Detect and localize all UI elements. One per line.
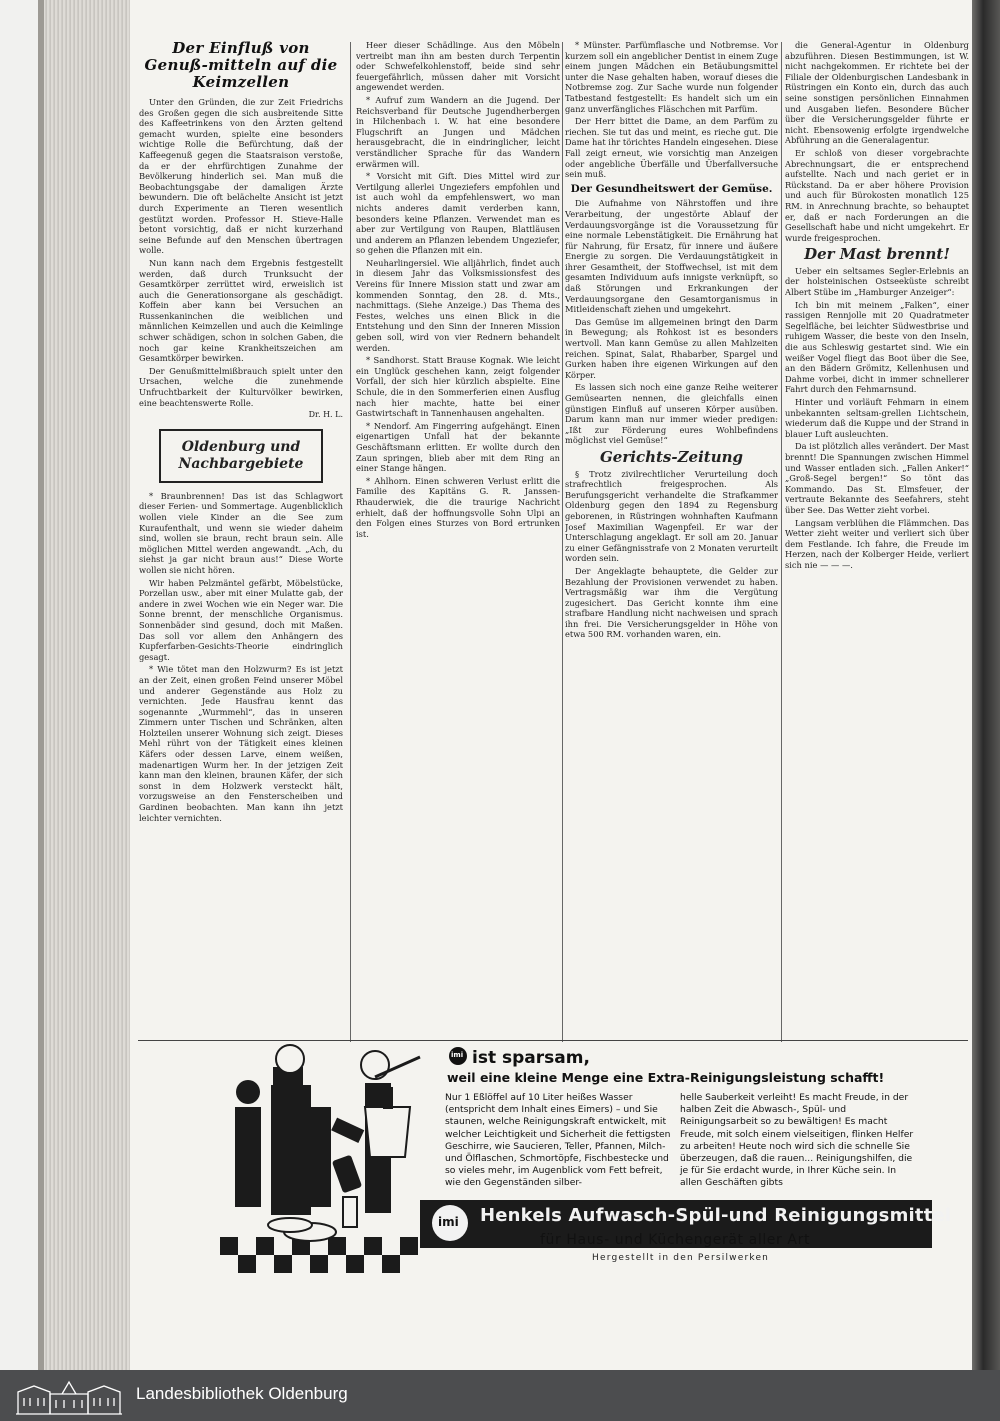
column-2 [356, 40, 560, 1040]
column-1 [139, 40, 343, 1040]
article-paragraph: * Ahlhorn. Einen schweren Verlust erlitt die Familie des Kapitäns G. R. Janssen-Rhauderwiek, die die traurige Nachricht erhielt, daß der hoffnungsvolle Sohn Ulpi an den Folgen eines Sturzes von Bord ertrunken ist. [356, 475, 560, 539]
article-signature: Dr. H. L. [308, 410, 343, 420]
article-paragraph: Das Gemüse im allgemeinen bringt den Darm in Bewegung; als Rohkost ist es besonders wertvoll. Man kann Gemüse zu allen Mahlzeiten reichen. Spinat, Salat, Rhabarber, Spargel und Gurken haben ihre eigenen Wirkungen auf den Körper. [565, 316, 778, 380]
article-paragraph: * Nendorf. Am Fingerring aufgehängt. Einen eigenartigen Unfall hat der bekannte Geschäftsmann erlitten. Er wollte durch den Zaun springen, blieb aber mit dem Ring an einer Stange hängen. [356, 420, 560, 474]
article-paragraph: * Münster. Parfümflasche und Notbremse. Vor kurzem soll ein angeblicher Dentist in einem Zuge einem jungen Mädchen ein Betäubungsmittel unter die Nase gehalten haben, worauf dieses die Notbremse zog. Zur Sache wurde nun folgender Tatbestand festgestellt: Es handelt sich um ein ganz unverfängliches Fläschchen mit Parfüm. [565, 40, 778, 114]
ad-subline: weil eine kleine Menge eine Extra-Reinigungsleistung schafft! [447, 1070, 885, 1085]
imi-logo-text: imi [451, 1051, 464, 1059]
article-paragraph: Unter den Gründen, die zur Zeit Friedrichs des Großen gegen die sich ausbreitende Sitte des Kaffeetrinkens von den Ärzten geltend gemacht wurden, spielte eine besonders wichtige Rolle die Befürchtung, daß der Kaffeegenuß gegen die Staatsraison verstoße, da er der ehrfürchtigen Zunahme der Bevölkerung hinderlich sei. Man muß die Beobachtungsgabe der damaligen Ärzte bewundern. Die oft belächelte Ansicht ist jetzt durch Experimente an Tieren wesentlich gestützt worden. Professor H. Stieve-Halle betont vorsichtig, daß er nicht kurzerhand seine Befunde auf den Menschen übertragen wolle. [139, 97, 343, 256]
imi-logo-icon [449, 1047, 467, 1065]
article-paragraph: die General-Agentur in Oldenburg abzuführen. Diesen Bestimmungen, ist W. nicht nachgekommen. Er richtete bei der Filiale der Oldenburgischen Landesbank in Rüstringen ein Konto ein, durch das auch seine sonstigen persönlichen Einnahmen und Ausgaben liefen. Besondere Bücher über die Versicherungsgelder führte er nicht. Ebensowenig erfolgte irgendwelche Abführung an die Generalagentur. [785, 40, 969, 146]
ad-body-left: Nur 1 Eßlöffel auf 10 Liter heißes Wasser (entspricht dem Inhalt eines Eimers) – und Sie staunen, welche Reinigungskraft entwickelt, mit welcher Leichtigkeit und Sicherheit die fettigsten Geschirre, wie Saucieren, Teller, Pfannen, Milch- und Ölflaschen, Schmortöpfe, Fischbestecke und so vieles mehr, im Augenblick vom Fett befreit, wie den Gegenständen silber- [445, 1092, 671, 1189]
article-paragraph: Nun kann nach dem Ergebnis festgestellt werden, daß durch Trunksucht der Gesamtkörper zerrüttet wird, erweislich ist auch die Generationsorgane als geschädigt. Koffein aber kann bei Versuchen an Russenkaninchen die weiblichen und männlichen Keimzellen und auch die Keimlinge schwer schädigen, schon in solchen Gaben, die noch gar keine Krankheitszeichen am Gesamtkörper bewirken. [139, 257, 343, 364]
article-paragraph: Neuharlingersiel. Wie alljährlich, findet auch in diesem Jahr das Volksmissionsfest des Vereins für Innere Mission statt und zwar am kommenden Sonntag, den 28. d. Mts., nachmittags. (Siehe Anzeige.) Das Thema des Festes, welches uns einen Blick in die Entstehung und den Sinn der Inneren Mission geben soll, wird von vier Rednern behandelt werden. [356, 257, 560, 353]
article-paragraph: Hinter und vorläuft Fehmarn in einem unbekannten seltsam-grellen Lichtschein, wiederum daß die Kuppe und der Strand in blauer Luft ausleuchten. [785, 397, 969, 439]
column-rule [350, 42, 351, 1042]
section-heading-box: Oldenburg und Nachbargebiete [159, 429, 323, 483]
article-paragraph: § Trotz zivilrechtlicher Verurteilung doch strafrechtlich freigesprochen. Als Berufungsgericht verhandelte die Strafkammer Oldenburg gegen den 1894 zu Regensburg geborenen, in Rüstringen wohnhaften Kaufmann Josef Maximilian Wagenpfeil. Er war der Unterschlagung angeklagt. Er soll am 20. Januar zu einer Gefängnisstrafe von 2 Monaten verurteilt worden sein. [565, 468, 778, 564]
article-paragraph: Heer dieser Schädlinge. Aus den Möbeln vertreibt man ihn am besten durch Terpentin oder Schwefelkohlenstoff, beide sind sehr feuergefährlich, müssen daher mit Vorsicht angewendet werden. [356, 40, 560, 93]
ad-body-right: helle Sauberkeit verleiht! Es macht Freude, in der halben Zeit die Abwasch-, Spül- und Reinigungsarbeit so zu bewältigen! Es macht Freude, mit solch einem vielseitigen, flinken Helfer zu arbeiten! Heute noch wird sich die schnelle Sie überzeugen, daß die rauen... Reinigungshilfen, die je für Sie erdacht wurde, in Ihrer Küche sein. In allen Geschäften gibts [680, 1092, 914, 1189]
article-paragraph: Da ist plötzlich alles verändert. Der Mast brennt! Die Spannungen zwischen Himmel und Wasser entladen sich. „Fallen Anker!“ „Groß-Segel bergen!“ So tönt das Kommando. Das St. Elmsfeuer, der vertraute Bekannte des Seefahrers, steht über See. Das Wetter zieht vorbei. [785, 441, 969, 515]
article-paragraph: Langsam verblühen die Flämmchen. Das Wetter zieht weiter und verliert sich über dem Festlande. Ich fahre, die Freude im Herzen, nach der Kolberger Heide, verliert sich nie — — —. [785, 517, 969, 570]
article-paragraph: Der Herr bittet die Dame, an dem Parfüm zu riechen. Sie tut das und meint, es rieche gut. Die Dame hat ihr törichtes Handeln eingesehen. Diese Fall zeigt erneut, wie vorsichtig man Anzeigen oder angebliche Überfälle und Überfallversuche sein muß. [565, 116, 778, 180]
article-paragraph: * Aufruf zum Wandern an die Jugend. Der Reichsverband für Deutsche Jugendherbergen in Hilchenbach i. W. hat eine besondere Flugschrift an Jungen und Mädchen herausgebracht, die in eindringlicher, leicht verständlicher Sprache für das Wandern erwärmen will. [356, 94, 560, 169]
imi-brand-icon [432, 1205, 468, 1241]
article-paragraph: * Sandhorst. Statt Brause Kognak. Wie leicht ein Unglück geschehen kann, zeigt folgender Vorfall, der sich hier kürzlich abspielte. Eine Schule, die in den Sommerferien einen Ausflug nach hier machte, hatte bei einer Gastwirtschaft in Tannenhausen angehalten. [356, 355, 560, 419]
article-paragraph: * Wie tötet man den Holzwurm? Es ist jetzt an der Zeit, einen großen Feind unserer Möbel und anderer Gegenstände aus Holz zu vernichten. Jede Hausfrau kennt das sogenannte „Wurmmehl“, das in unseren Zimmern unter Tischen und Schränken, alten Holzteilen unserer Wohnung sich zeigt. Dieses Mehl rührt von der Tätigkeit eines kleinen Käfers oder dessen Larve, einem weißen, madenartigen Wurm her. In der jetzigen Zeit kann man den kleinen, braunen Käfer, der sich sonst in dem Holzwerk versteckt hält, vorzugsweise an den Fensterscheiben und Gardinen beobachten. Man kann ihn jetzt leichter vernichten. [139, 664, 343, 823]
article-paragraph: * Vorsicht mit Gift. Dies Mittel wird zur Vertilgung allerlei Ungeziefers empfohlen und ist auch wohl da empfehlenswert, wo man nichts anderes damit verderben kann, besonders keine Pflanzen. Verwendet man es aber zur Vertilgung von Raupen, Blattläusen und anderem an Pflanzen lebendem Ungeziefer, so gehen die Pflanzen mit ein. [356, 171, 560, 256]
article-paragraph: Er schloß von dieser vorgebrachte Abrechnungsart, die er entsprechend aufstellte. Nach und nach geriet er in Rückstand. Da er aber höhere Provision und auch für Bürokosten monatlich 125 RM. in Anrechnung brachte, so behauptet er, daß er nach Forderungen an die Gesellschaft habe und nicht umgekehrt. Er wurde freigesprochen. [785, 147, 969, 243]
article-paragraph: Ueber ein seltsames Segler-Erlebnis an der holsteinischen Ostseeküste schreibt Albert Stübe im „Hamburger Anzeiger“: [785, 265, 969, 298]
column-3 [565, 40, 778, 1040]
binding-edge [972, 0, 1000, 1370]
column-rule [562, 42, 563, 1042]
ad-tagline: für Haus- und Küchengerät aller Art [540, 1232, 811, 1248]
article-headline: Der Mast brennt! [804, 245, 950, 264]
footer-bar [0, 1370, 1000, 1421]
ad-headline: ist sparsam, [472, 1048, 590, 1068]
article-paragraph: Ich bin mit meinem „Falken“, einer rassigen Rennjolle mit 20 Quadratmeter Segelfläche, bei leichter Südwestbrise und ruhigem Wasser, die beste von den Inseln, die aus Schleswig gestartet sind. Wie ein weißer Vogel fliegt das Boot über die See, an den Bädern Grömitz, Kellenhusen und Dahme vorbei, dicht in immer schnellerer Fahrt durch den Fehmarnsund. [785, 299, 969, 395]
ad-brand-name: Henkels Aufwasch-Spül-und Reinigungsmittel [480, 1205, 952, 1226]
ad-manufacturer: Hergestellt in den Persilwerken [592, 1253, 770, 1263]
article-paragraph: Die Aufnahme von Nährstoffen und ihre Verarbeitung, der ungestörte Ablauf der Verdauungsvorgänge ist die Voraussetzung für eine normale Lebenstätigkeit. Die Ernährung hat für Nahrung, für Ersatz, für innere und äußere Energie zu sorgen. Die Verdauungstätigkeit in ihrer Gesamtheit, der Stoffwechsel, ist mit dem gesamten Individuum aufs innigste verknüpft, so daß Störungen und Erkrankungen der Verdauungsorgane den Gesamtorganismus in Mitleidenschaft ziehen und umgekehrt. [565, 198, 778, 315]
section-heading: Gerichts-Zeitung [599, 447, 743, 466]
article-paragraph: Es lassen sich noch eine ganze Reihe weiterer Gemüsearten nennen, die gleichfalls einen günstigen Einfluß auf unseren Körper ausüben. Darum kann man nur immer wieder predigen: „Ißt zur Förderung eures Wohlbefindens möglichst viel Gemüse!“ [565, 382, 778, 446]
page-stack-edge [38, 0, 133, 1370]
article-paragraph: Der Genußmittelmißbrauch spielt unter den Ursachen, welche die zunehmende Unfruchtbarkeit der Kulturvölker bewirken, eine beachtenswerte Rolle. [139, 365, 343, 408]
imi-brand-text: imi [438, 1215, 459, 1229]
page-stack-shadow [38, 0, 44, 1370]
footer-library-name: Landesbibliothek Oldenburg [136, 1384, 348, 1403]
article-paragraph: Wir haben Pelzmäntel gefärbt, Möbelstücke, Porzellan usw., aber mit einer Mulatte gab, der andere in zwei Wochen wie ein Neger war. Die Sonne brennt, der menschliche Organismus. Sonnenbäder sind gesund, doch mit Maßen. Das soll vor allem den Anhängern des Kupferfarben-Gesichts-Theorie eindringlich gesagt. [139, 577, 343, 662]
article-paragraph: * Braunbrennen! Das ist das Schlagwort dieser Ferien- und Sommertage. Augenblicklich wollen viele Kinder an die See zum Kuraufenthalt, und wenn sie wieder daheim sind, wollen sie braun, recht braun sein. Alle möglichen Mittel werden angewandt. „Ach, du siehst ja gar nicht braun aus!“ Diese Worte wollen sie nicht hören. [139, 490, 343, 575]
column-4 [785, 40, 969, 1040]
article-headline: Der Gesundheitswert der Gemüse. [570, 182, 773, 195]
library-building-icon [14, 1376, 124, 1416]
column-rule [781, 42, 782, 1042]
article-paragraph: Der Angeklagte behauptete, die Gelder zur Bezahlung der Provisionen verwendet zu haben. Vertragsmäßig war ihm die Vergütung zugesichert. Das Gericht konnte ihm eine strafbare Handlung nicht nachweisen und sprach ihn frei. Die Versicherungsgelder in Höhe von etwa 500 RM. vorhanden waren, ein. [565, 565, 778, 640]
article-headline: Der Einfluß von Genuß-mitteln auf die Keimzellen [144, 40, 338, 91]
